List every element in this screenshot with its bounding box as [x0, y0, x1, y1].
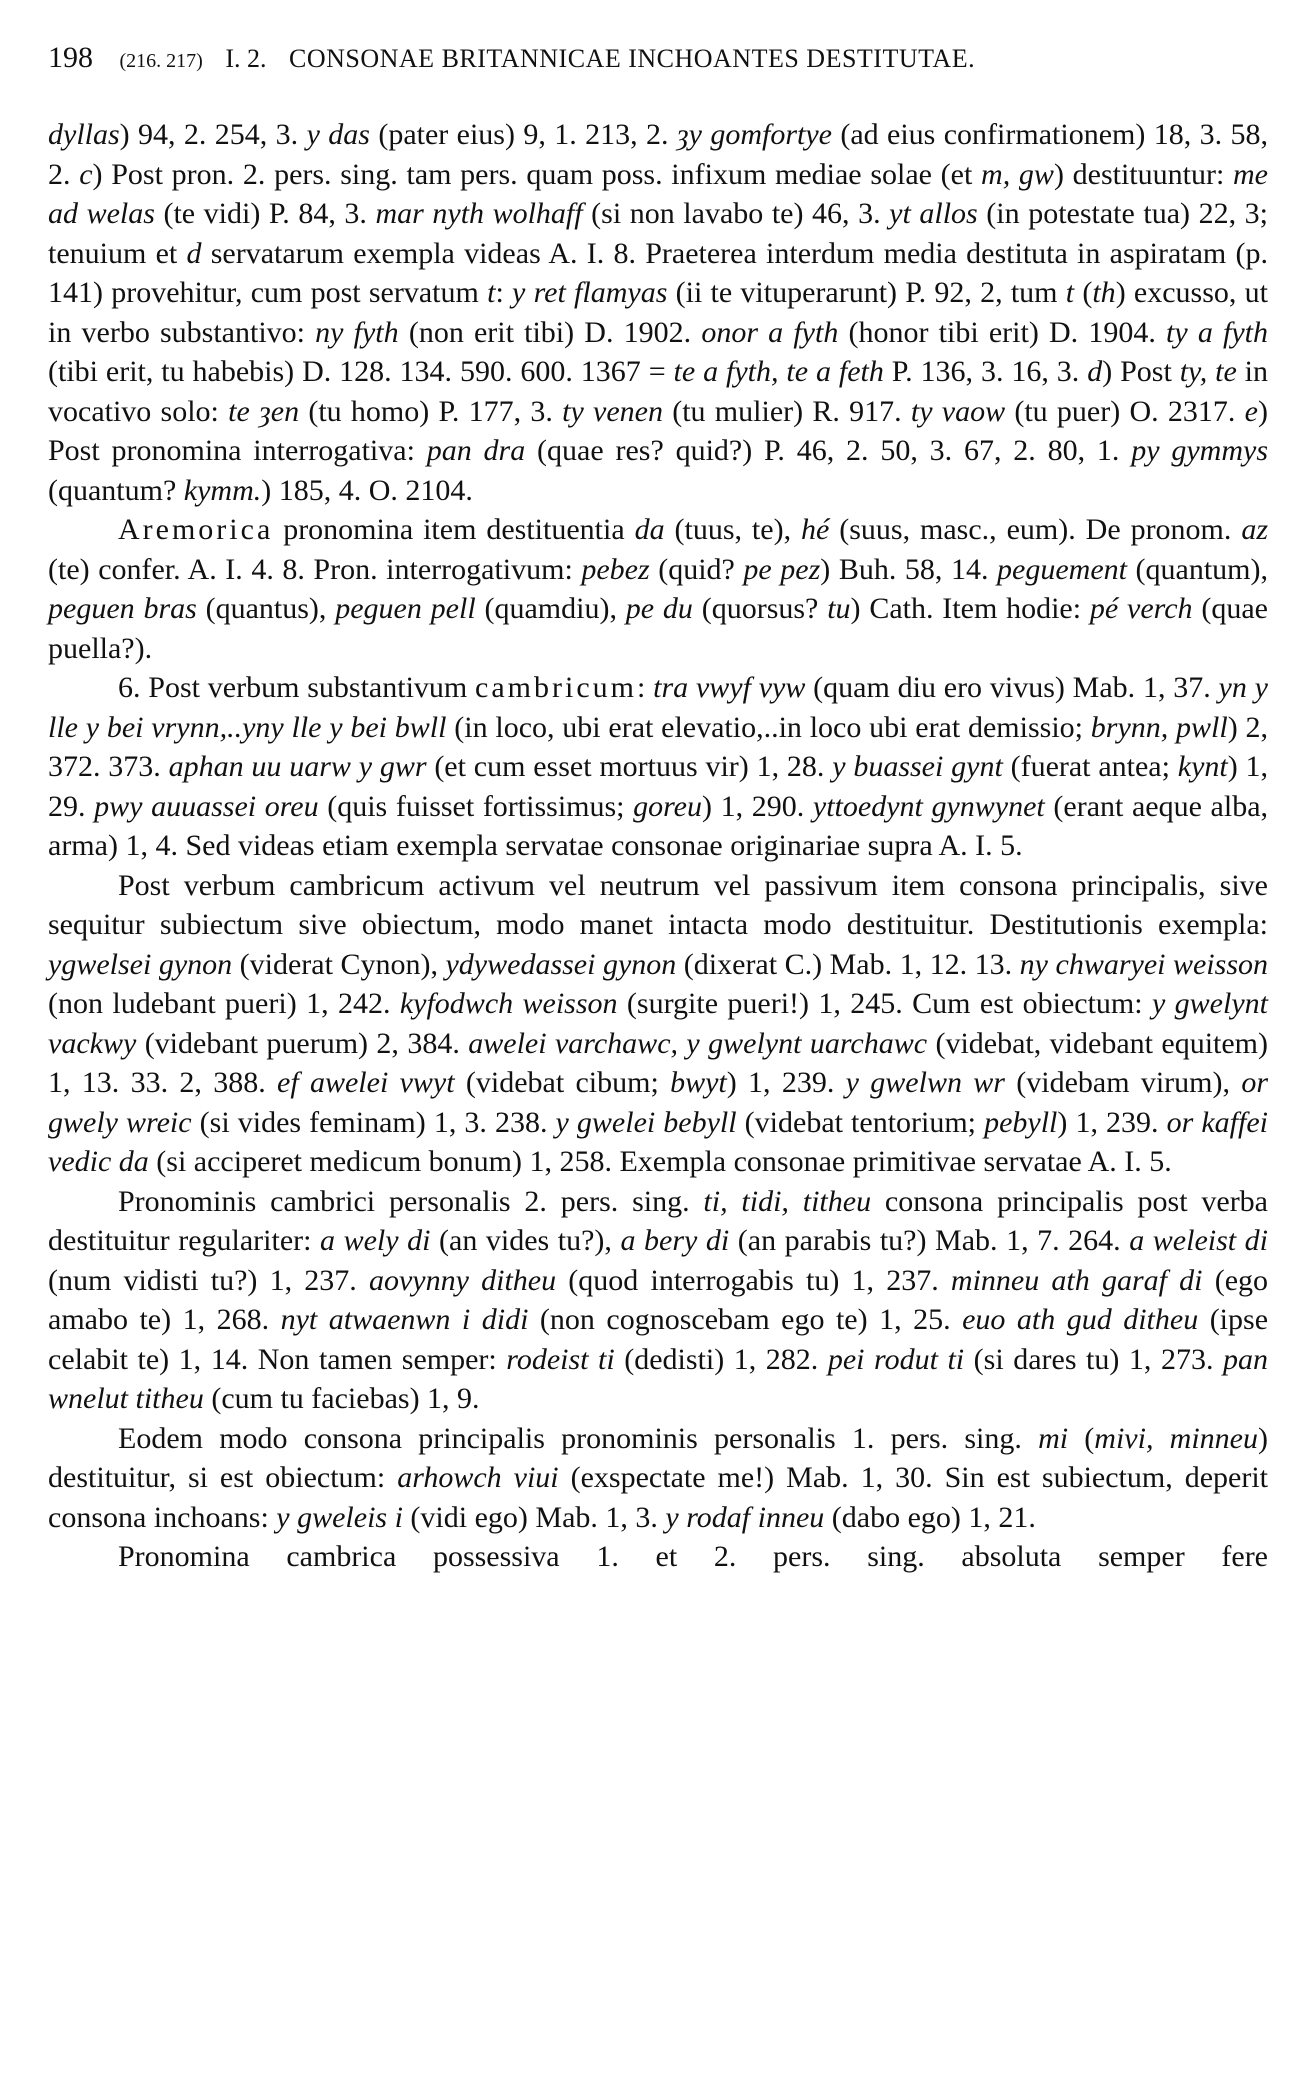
italic-form: peguen pell — [335, 592, 476, 625]
italic-form: y gwelynt vackwy — [48, 987, 1268, 1060]
italic-form: peguement — [997, 552, 1127, 586]
italic-form: py gymmys — [1131, 434, 1268, 467]
text-run: (tu puer) O. 2317. — [1005, 394, 1245, 428]
italic-form: pei rodut ti — [827, 1342, 965, 1376]
text-run: ) Post — [1102, 355, 1180, 388]
italic-form: y gwelei bebyll — [555, 1105, 737, 1139]
paragraph — [48, 1182, 1268, 1419]
spaced-term: Aremorica — [118, 513, 274, 546]
section-title: CONSONAE BRITANNICAE INCHOANTES DESTITUTAE. — [289, 44, 976, 73]
text-run: (suus, masc., eum). De pronom. — [829, 513, 1242, 546]
italic-form: th — [1092, 276, 1116, 309]
text-run: ) destituitur, si est obiectum: — [48, 1421, 1268, 1494]
italic-form: te ȝen — [228, 394, 300, 428]
paragraph — [48, 1419, 1268, 1538]
italic-form: kynt — [1177, 750, 1228, 783]
text-run: (videbant puerum) 2, 384. — [136, 1026, 469, 1060]
text-run: (erant aeque alba, arma) 1, 4. Sed videas etiam exempla servatae consonae originariae supra A. I. 5. — [48, 789, 1269, 862]
text-run: (non ludebant pueri) 1, 242. — [48, 987, 400, 1020]
italic-form: a wely di — [320, 1224, 431, 1257]
text-run: Pronominis cambrici personalis 2. pers. sing. — [118, 1184, 704, 1218]
text-run: pronomina item destituentia — [273, 513, 635, 546]
text-run: (quorsus? — [692, 592, 828, 625]
text-run: (dixerat C.) Mab. 1, 12. 13. — [676, 947, 1020, 981]
text-run: (si vides feminam) 1, 3. 238. — [191, 1105, 556, 1139]
italic-form: mar nyth wolhaff — [375, 197, 583, 230]
text-run: servatarum exempla videas A. I. 8. Praeterea interdum media destituta in aspiratam (p. 141) provehitur, cum post servatum — [48, 236, 1268, 309]
italic-form: ty, te — [1179, 355, 1237, 388]
text-run: in vocativo solo: — [48, 355, 1269, 428]
page-number: 198 — [48, 41, 93, 74]
text-run: (vidi ego) Mab. 1, 3. — [402, 1500, 666, 1534]
text-run: (quae res? quid?) P. 46, 2. 50, 3. 67, 2. 80, 1. — [525, 434, 1132, 467]
text-run: (dabo ego) 1, 21. — [824, 1500, 1036, 1534]
italic-form: m, gw — [981, 157, 1054, 191]
text-run: (tibi erit, tu habebis) D. 128. 134. 590. 600. 1367 = — [48, 355, 674, 388]
text-run: 6. Post verbum substantivum — [118, 671, 476, 704]
italic-form: yn y lle y bei vrynn,..yny lle y bei bwll — [48, 671, 1268, 744]
paragraph — [48, 115, 1268, 510]
italic-form: me ad welas — [48, 157, 1268, 230]
italic-form: arhowch viui — [397, 1461, 559, 1494]
italic-form: ydywedassei gynon — [445, 947, 677, 981]
book-page — [48, 36, 1268, 1577]
italic-form: pe du — [625, 592, 693, 625]
body-text — [48, 115, 1268, 1577]
italic-form: d — [1087, 355, 1103, 388]
italic-form: or kaffei vedic da — [48, 1105, 1268, 1178]
text-run: ) 2, 372. 373. — [48, 710, 1269, 783]
text-run: (an vides tu?), — [430, 1224, 621, 1257]
text-run: (viderat Cynon), — [232, 947, 446, 981]
text-run: (exspectate me!) Mab. 1, 30. Sin est subiectum, deperit consona inchoans: — [48, 1461, 1268, 1534]
text-run: : — [495, 276, 513, 309]
text-run: ) destituuntur: — [1053, 157, 1234, 191]
italic-form: mi — [1038, 1421, 1069, 1455]
italic-form: pe pez — [743, 552, 821, 586]
text-run: P. 136, 3. 16, 3. — [883, 355, 1088, 388]
italic-form: t — [487, 276, 496, 309]
italic-form: ty a fyth — [1166, 315, 1268, 349]
text-run: (et cum esset mortuus vir) 1, 28. — [426, 750, 833, 783]
italic-form: peguen bras — [48, 592, 197, 625]
italic-form: yttoedynt gynwynet — [812, 789, 1045, 823]
italic-form: brynn, pwll — [1090, 710, 1228, 744]
text-run: (cum tu faciebas) 1, 9. — [203, 1382, 480, 1415]
italic-form: or gwely wreic — [48, 1066, 1268, 1139]
text-run: : — [637, 671, 654, 704]
italic-form: dyllas — [48, 118, 120, 151]
text-run: (quantum? — [48, 473, 184, 507]
paragraph — [48, 1537, 1268, 1577]
text-run: ) 185, 4. O. 2104. — [261, 473, 473, 507]
text-run: Eodem modo consona principalis pronominis personalis 1. pers. sing. — [118, 1421, 1039, 1455]
text-run: ) 94, 2. 254, 3. — [119, 118, 307, 151]
italic-form: t — [1065, 276, 1075, 309]
edition-pages: (216. 217) — [119, 50, 203, 72]
paragraph — [48, 866, 1268, 1182]
italic-form: tra vwyf vyw — [653, 671, 806, 704]
italic-form: pan dra — [426, 434, 526, 467]
italic-form: ygwelsei gynon — [48, 947, 233, 981]
italic-form: pebyll — [984, 1105, 1058, 1139]
italic-form: y buassei gynt — [832, 750, 1003, 783]
italic-form: e — [1244, 394, 1258, 428]
text-run: (tu homo) P. 177, 3. — [299, 394, 563, 428]
paragraph — [48, 510, 1268, 668]
italic-form: ȝy gomfortye — [676, 118, 832, 151]
section-number: I. 2. — [225, 44, 267, 73]
italic-form: y gweleis i — [276, 1500, 403, 1534]
italic-form: goreu — [633, 789, 703, 823]
text-run: (si dares tu) 1, 273. — [964, 1342, 1223, 1376]
text-run: (surgite pueri!) 1, 245. Cum est obiectum: — [617, 987, 1152, 1020]
text-run: (quod interrogabis tu) 1, 237. — [556, 1263, 951, 1297]
text-run: (non cognoscebam ego te) 1, 25. — [528, 1303, 963, 1336]
italic-form: da — [634, 513, 665, 546]
italic-form: pebez — [581, 552, 650, 586]
italic-form: onor a fyth — [701, 315, 839, 349]
text-run: (videbat tentorium; — [736, 1105, 985, 1139]
italic-form: mivi, minneu — [1094, 1421, 1258, 1455]
text-run: (ipse celabit te) 1, 14. Non tamen semper: — [48, 1303, 1269, 1376]
italic-form: kymm. — [183, 473, 262, 507]
text-run: Post verbum cambricum activum vel neutrum vel passivum item consona principalis, sive sequitur subiectum sive obiectum, modo manet intacta modo destituitur. Destitutionis exempla: — [48, 868, 1268, 941]
text-run: (in loco, ubi erat elevatio,..in loco ubi erat demissio; — [446, 710, 1091, 744]
italic-form: te a fyth, te a feth — [673, 355, 884, 388]
italic-form: y ret flamyas — [512, 276, 668, 309]
text-run: (quid? — [649, 552, 744, 586]
italic-form: aphan uu uarw y gwr — [168, 750, 427, 783]
text-run: (quae puella?). — [48, 592, 1268, 665]
text-run: (ii te vituperarunt) P. 92, 2, tum — [667, 276, 1066, 309]
paragraph — [48, 668, 1268, 866]
italic-form: y rodaf inneu — [665, 1500, 825, 1534]
italic-form: y das — [306, 118, 370, 151]
text-run: (te) confer. A. I. 4. 8. Pron. interrogativum: — [48, 552, 582, 586]
text-run: ) Post pron. 2. pers. sing. tam pers. quam poss. infixum mediae solae (et — [92, 157, 982, 191]
text-run: (non erit tibi) D. 1902. — [398, 315, 702, 349]
text-run: (pater eius) 9, 1. 213, 2. — [369, 118, 677, 151]
italic-form: ny fyth — [315, 315, 399, 349]
text-run: (quamdiu), — [475, 592, 626, 625]
italic-form: ny chwaryei weisson — [1019, 947, 1268, 981]
text-run: consona principalis post verba destituitur regulariter: — [48, 1184, 1268, 1257]
italic-form: bwyt — [670, 1066, 727, 1099]
text-run: (videbat, videbant equitem) 1, 13. 33. 2, 388. — [48, 1026, 1269, 1099]
italic-form: ty vaow — [910, 394, 1006, 428]
italic-form: ty venen — [562, 394, 663, 428]
text-run: (si acciperet medicum bonum) 1, 258. Exempla consonae primitivae servatae A. I. 5. — [148, 1145, 1172, 1178]
italic-form: minneu ath garaf di — [950, 1263, 1203, 1297]
text-run: (honor tibi erit) D. 1904. — [838, 315, 1166, 349]
text-run: ) Post pronomina interrogativa: — [48, 394, 1268, 467]
text-run: ) Buh. 58, 14. — [820, 552, 998, 586]
text-run: (an parabis tu?) Mab. 1, 7. 264. — [729, 1224, 1130, 1257]
italic-form: d — [186, 236, 202, 270]
text-run: (quis fuisset fortissimus; — [318, 789, 634, 823]
text-run: ) 1, 239. — [1057, 1105, 1167, 1139]
italic-form: a weleist di — [1129, 1224, 1269, 1257]
text-run: (quantum), — [1126, 552, 1269, 586]
italic-form: pé verch — [1089, 592, 1193, 625]
italic-form: a bery di — [620, 1224, 730, 1257]
italic-form: hé — [801, 513, 830, 546]
italic-form: aovynny ditheu — [368, 1263, 557, 1297]
text-run: ( — [1068, 1421, 1095, 1455]
text-run: (dedisti) 1, 282. — [614, 1342, 828, 1376]
italic-form: ef awelei vwyt — [277, 1066, 455, 1099]
text-run: Pronomina cambrica possessiva 1. et 2. pers. sing. absoluta semper fere — [118, 1540, 1268, 1573]
text-run: ) 1, 29. — [48, 750, 1269, 823]
running-header — [48, 36, 1268, 83]
text-run: ) 1, 239. — [726, 1066, 846, 1099]
italic-form: kyfodwch weisson — [399, 987, 618, 1020]
text-run: ) Cath. Item hodie: — [850, 592, 1090, 625]
text-run: (te vidi) P. 84, 3. — [154, 197, 376, 230]
text-run: (quam diu ero vivus) Mab. 1, 37. — [805, 671, 1219, 704]
text-run: (tuus, te), — [664, 513, 801, 546]
text-run: (si non lavabo te) 46, 3. — [582, 197, 890, 230]
text-run: (ad eius confirmationem) 18, 3. 58, 2. — [48, 118, 1268, 191]
italic-form: rodeist ti — [506, 1342, 615, 1376]
italic-form: euo ath gud ditheu — [962, 1303, 1199, 1336]
text-run: (videbam virum), — [1004, 1066, 1242, 1099]
italic-form: awelei varchawc, y gwelynt uarchawc — [468, 1026, 928, 1060]
italic-form: y gwelwn wr — [845, 1066, 1005, 1099]
italic-form: pwy auuassei oreu — [94, 789, 319, 823]
text-run: (ego amabo te) 1, 268. — [48, 1263, 1269, 1336]
text-run: (videbat cibum; — [454, 1066, 671, 1099]
text-run: (in potestate tua) 22, 3; tenuium et — [48, 197, 1268, 270]
text-run: (fuerat antea; — [1002, 750, 1178, 783]
italic-form: tu — [827, 592, 851, 625]
italic-form: pan wnelut titheu — [48, 1342, 1268, 1415]
italic-form: c — [79, 157, 93, 191]
italic-form: az — [1241, 513, 1269, 546]
text-run: (quantus), — [196, 592, 336, 625]
text-run: (tu mulier) R. 917. — [662, 394, 911, 428]
text-run: ) 1, 290. — [702, 789, 813, 823]
text-run: (num vidisti tu?) 1, 237. — [48, 1263, 369, 1297]
italic-form: ti, tidi, titheu — [703, 1184, 872, 1218]
italic-form: nyt atwaenwn i didi — [280, 1303, 529, 1336]
spaced-term: cambricum — [475, 671, 637, 704]
text-run: ) excusso, ut in verbo substantivo: — [48, 276, 1268, 349]
italic-form: yt allos — [889, 197, 978, 230]
text-run: ( — [1074, 276, 1093, 309]
